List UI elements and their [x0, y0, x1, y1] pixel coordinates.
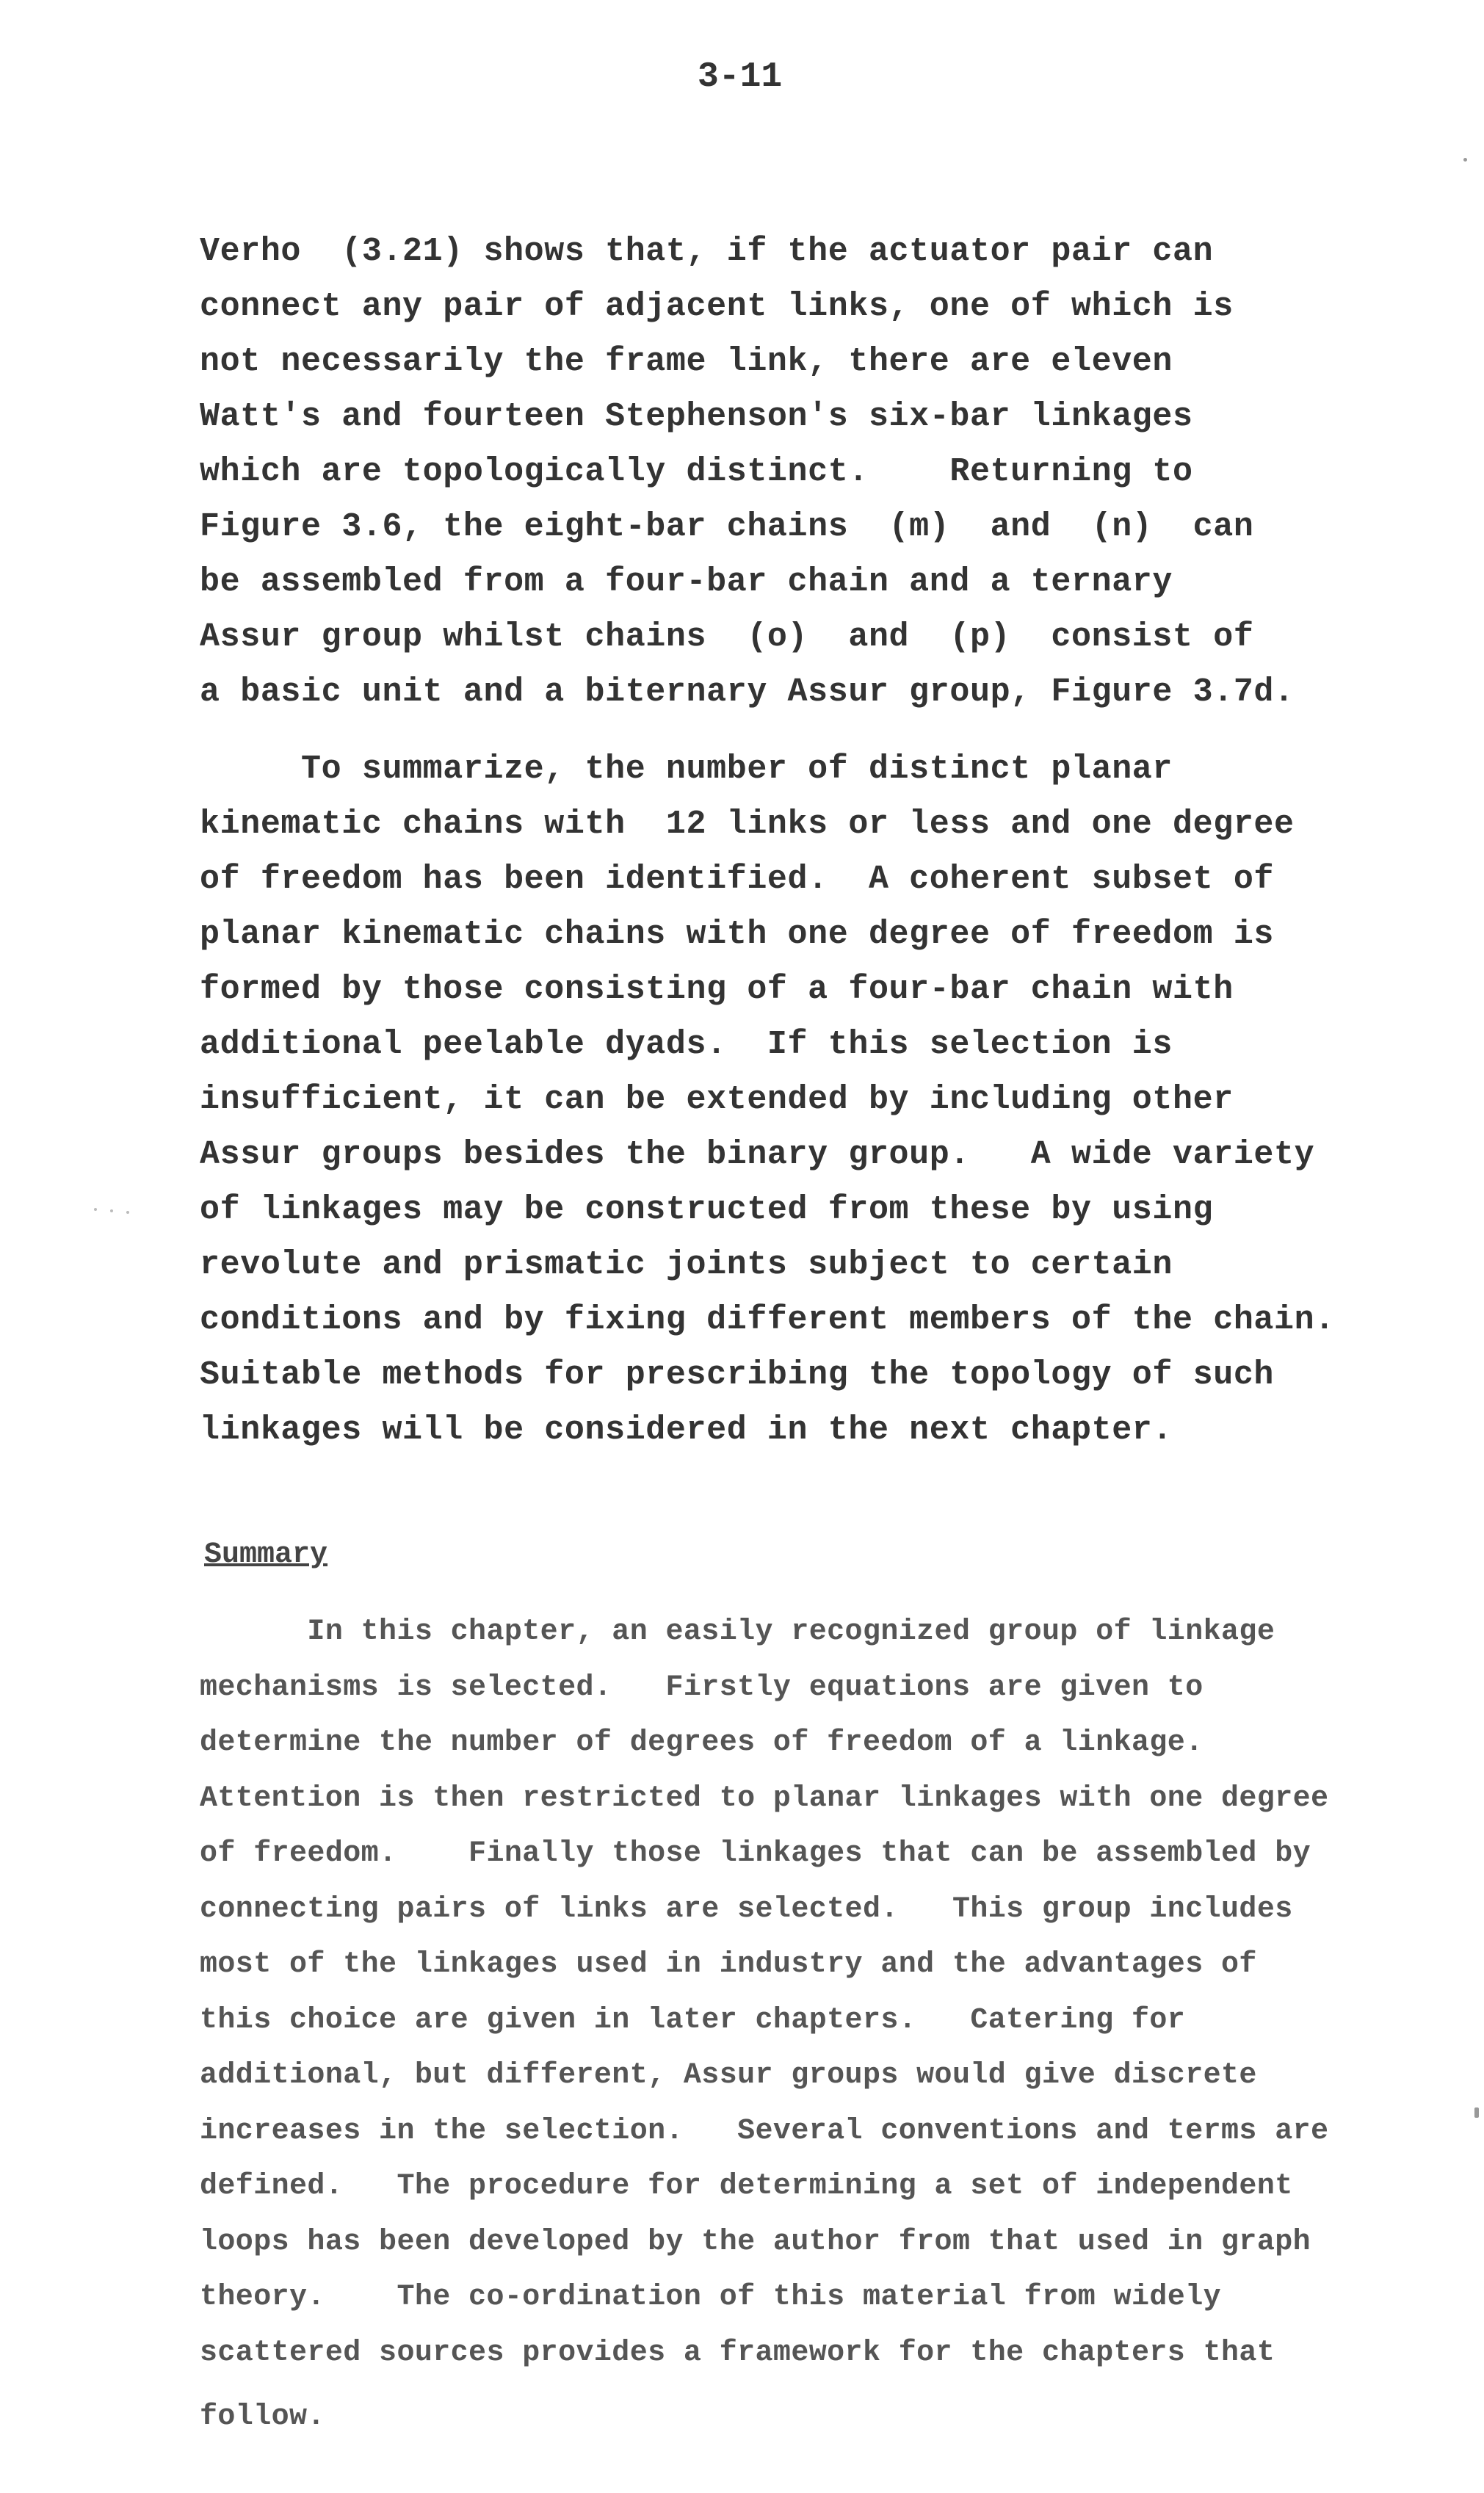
text-line: additional peelable dyads. If this selection is [200, 1026, 1173, 1063]
scan-speck [1463, 158, 1467, 162]
text-line: defined. The procedure for determining a set of independent [200, 2170, 1293, 2203]
text-line: connect any pair of adjacent links, one of which is [200, 288, 1234, 325]
text-line: follow. [200, 2400, 325, 2434]
text-line: increases in the selection. Several conventions and terms are [200, 2114, 1329, 2148]
summary-paragraph [200, 1604, 1328, 2445]
text-line: loops has been developed by the author from that used in graph [200, 2225, 1311, 2259]
text-line: determine the number of degrees of freedom of a linkage. [200, 1726, 1204, 1759]
text-line: not necessarily the frame link, there are eleven [200, 343, 1173, 380]
text-line: formed by those consisting of a four-bar chain with [200, 971, 1234, 1008]
text-line: connecting pairs of links are selected. This group includes [200, 1892, 1293, 1926]
text-line: scattered sources provides a framework for the chapters that [200, 2336, 1275, 2370]
text-line: linkages will be considered in the next chapter. [200, 1411, 1173, 1449]
text-line: of linkages may be constructed from these by using [200, 1191, 1214, 1229]
text-line: Assur group whilst chains (o) and (p) consist of [200, 618, 1254, 656]
text-line: which are topologically distinct. Returning to [200, 453, 1193, 491]
text-line: a basic unit and a biternary Assur group, Figure 3.7d. [200, 673, 1295, 711]
scan-speck [94, 1208, 97, 1211]
text-line: Assur groups besides the binary group. A wide variety [200, 1136, 1315, 1173]
text-line: revolute and prismatic joints subject to certain [200, 1246, 1173, 1284]
scan-speck [126, 1211, 129, 1214]
paragraph-1 [200, 224, 1295, 720]
text-line: Figure 3.6, the eight-bar chains (m) and (n) can [200, 508, 1254, 546]
text-line: this choice are given in later chapters. Catering for [200, 2003, 1186, 2037]
text-line: To summarize, the number of distinct planar [200, 750, 1173, 788]
text-line: additional, but different, Assur groups would give discrete [200, 2059, 1257, 2092]
text-line: Suitable methods for prescribing the topology of such [200, 1356, 1275, 1394]
text-line: mechanisms is selected. Firstly equations are given to [200, 1671, 1204, 1704]
scan-speck [1474, 2107, 1479, 2118]
text-line: Watt's and fourteen Stephenson's six-bar linkages [200, 398, 1193, 435]
paragraph-2 [200, 742, 1335, 1458]
text-line: of freedom. Finally those linkages that can be assembled by [200, 1837, 1311, 1870]
text-line: of freedom has been identified. A coherent subset of [200, 861, 1275, 898]
text-line: kinematic chains with 12 links or less and one degree [200, 806, 1295, 843]
text-line: planar kinematic chains with one degree of freedom is [200, 916, 1275, 953]
scan-speck [110, 1209, 113, 1212]
text-line: Attention is then restricted to planar linkages with one degree [200, 1781, 1329, 1815]
text-line: conditions and by fixing different members of the chain. [200, 1301, 1335, 1339]
text-line: In this chapter, an easily recognized group of linkage [200, 1615, 1275, 1649]
text-line: be assembled from a four-bar chain and a ternary [200, 563, 1173, 601]
text-line: insufficient, it can be extended by including other [200, 1081, 1234, 1118]
page-number: 3-11 [698, 57, 783, 97]
text-line: Verho (3.21) shows that, if the actuator pair can [200, 233, 1214, 270]
text-line: theory. The co-ordination of this material from widely [200, 2281, 1222, 2314]
text-line: most of the linkages used in industry and the advantages of [200, 1948, 1257, 1981]
summary-heading: Summary [204, 1538, 328, 1571]
